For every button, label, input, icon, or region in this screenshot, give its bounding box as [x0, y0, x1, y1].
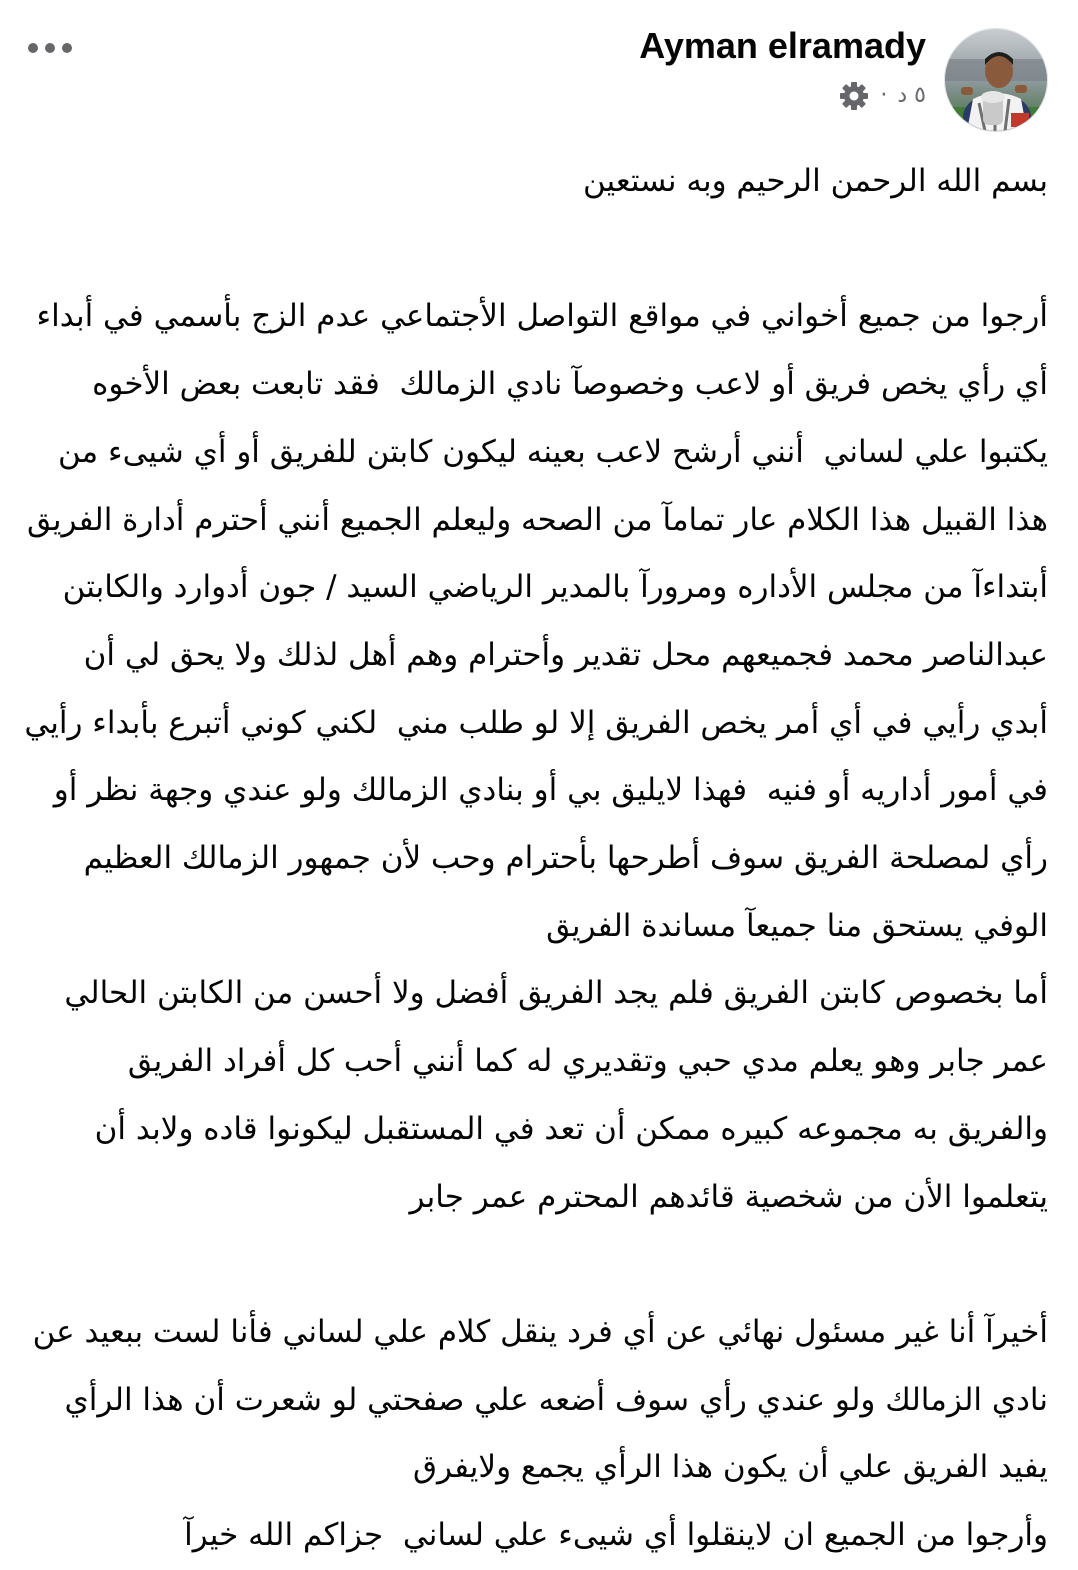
post-meta	[838, 78, 926, 114]
post-header	[0, 0, 1078, 140]
post-paragraph: أرجوا من جميع أخواني في مواقع التواصل الأجتماعي عدم الزج بأسمي في أبداء أي رأي يخص فريق أو لاعب وخصوصآ نادي الزمالك فقد تابعت بعض الأخوه يكتبوا علي لساني أنني أرشح لاعب بعينه ليكون كابتن للفريق أو أي شيىء من هذا القبيل هذا الكلام عار تمامآ من الصحه وليعلم الجميع أنني أحترم أدارة الفريق أبتداءآ من مجلس الأداره ومرورآ بالمدير الرياضي السيد / جون أدوارد والكابتن عبدالناصر محمد فجميعهم محل تقدير وأحترام وهم أهل لذلك ولا يحق لي أن أبدي رأيي في أي أمر يخص الفريق إلا لو طلب مني لكني كوني أتبرع بأبداء رأيي في أمور أداريه أو فنيه فهذا لايليق بي أو بنادي الزمالك ولو عندي وجهة نظر أو رأي لمصلحة الفريق سوف أطرحها بأحترام وحب لأن جمهور الزمالك العظيم الوفي يستحق منا جميعآ مساندة الفريق	[14, 298, 1048, 944]
blank-line	[24, 216, 1048, 284]
post-paragraph: بسم الله الرحمن الرحيم وبه نستعين	[582, 163, 1048, 199]
meta-separator: ·	[880, 83, 888, 108]
post-text	[14, 148, 1048, 1570]
more-options-icon	[28, 43, 38, 53]
blank-line	[24, 1231, 1048, 1299]
author-name[interactable]: Ayman elramady	[639, 25, 926, 66]
post-timestamp[interactable]: ٥ د	[897, 83, 926, 108]
more-options-dot	[45, 43, 55, 53]
post-paragraph: أخيرآ أنا غير مسئول نهائي عن أي فرد ينقل كلام علي لساني فأنا لست ببعيد عن نادي الزمالك ولو عندي رأي سوف أضعه علي صفحتي لو شعرت أن هذا الرأي يفيد الفريق علي أن يكون هذا الرأي يجمع ولايفرق	[22, 1313, 1048, 1486]
avatar[interactable]	[944, 28, 1048, 132]
post-paragraph: وأرجوا من الجميع ان لاينقلوا أي شيىء علي لساني جزاكم الله خيرآ	[184, 1517, 1048, 1554]
post-paragraph: أما بخصوص كابتن الفريق فلم يجد الفريق أفضل ولا أحسن من الكابتن الحالي عمر جابر وهو يعلم مدي حبي وتقديري له كما أنني أحب كل أفراد الفريق والفريق به مجموعه كبيره ممكن أن تعد في المستقبل ليكونوا قاده ولابد أن يتعلموا الأن من شخصية قائدهم المحترم عمر جابر	[54, 975, 1048, 1215]
gear-icon[interactable]	[838, 80, 870, 112]
more-options-button[interactable]	[20, 30, 80, 66]
more-options-dot	[62, 43, 72, 53]
